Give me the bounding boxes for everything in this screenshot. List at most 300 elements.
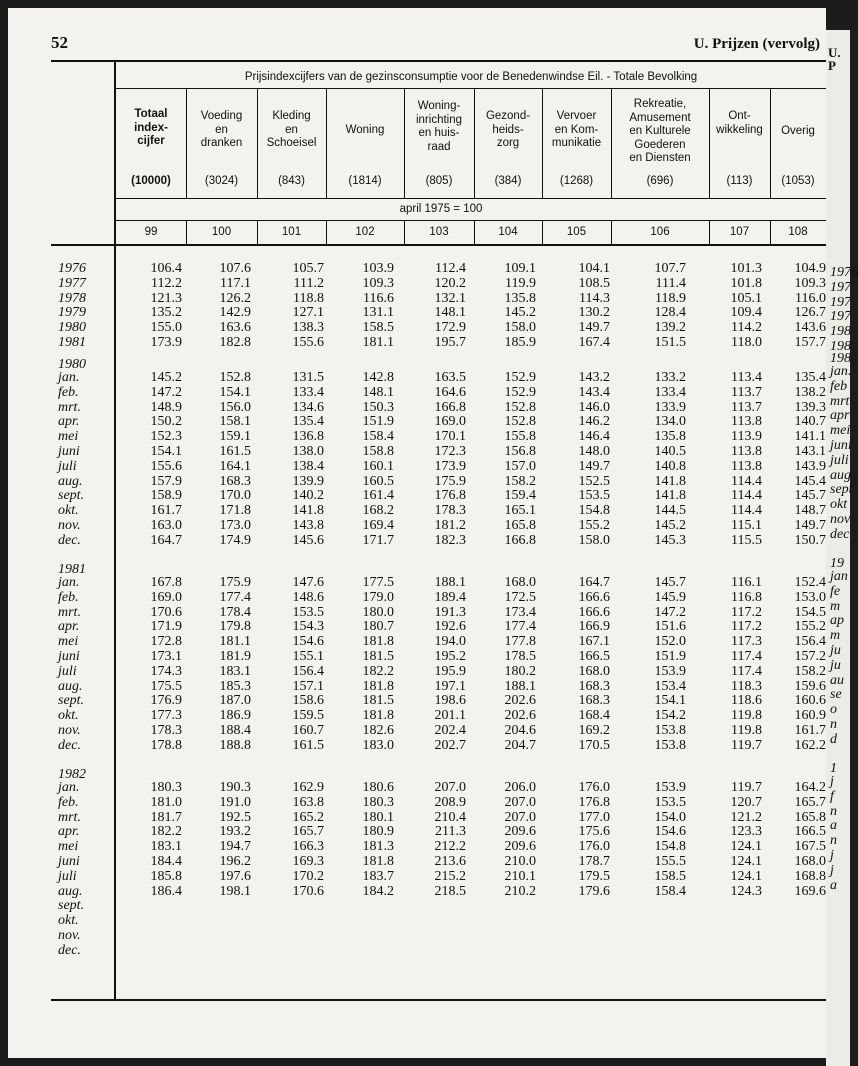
facing-page-row-label: juli: [830, 452, 849, 468]
data-cell: 180.1: [362, 809, 394, 825]
data-cell: 182.2: [362, 663, 394, 679]
data-cell: 152.0: [654, 634, 686, 650]
data-cell: 155.5: [654, 854, 686, 869]
facing-page-row-label: dec: [830, 526, 850, 542]
facing-page-row-label: j: [830, 862, 834, 878]
data-cell: 154.5: [794, 604, 826, 620]
column-header: [404, 100, 474, 154]
data-cell: 153.4: [654, 678, 686, 694]
data-cell: 185.8: [150, 868, 182, 884]
data-cell: 138.3: [292, 320, 324, 336]
column-header: [116, 108, 186, 149]
data-cell: 113.8: [731, 414, 762, 430]
data-cell: 149.7: [578, 320, 610, 336]
data-cell: 138.4: [292, 458, 324, 474]
data-cell: 145.7: [654, 575, 686, 590]
column-header-line: Woning-: [417, 100, 461, 112]
data-cell: 208.9: [434, 794, 466, 810]
data-cell: 116.0: [795, 290, 826, 306]
data-cell: 215.2: [434, 868, 466, 884]
data-cell: 113.9: [731, 429, 762, 445]
data-cell: 207.0: [504, 809, 536, 825]
data-cell: 130.2: [578, 305, 610, 321]
bottom-rule: [51, 999, 826, 1001]
table-title: Prijsindexcijfers van de gezinsconsumptie voor de Benedenwindse Eil. - Totale Bevolking: [244, 71, 698, 83]
data-cell: 191.3: [434, 604, 466, 620]
data-cell: 204.6: [504, 723, 536, 738]
data-cell: 114.3: [579, 290, 610, 306]
data-cell: 151.9: [654, 649, 686, 664]
data-cell: 196.2: [219, 854, 251, 869]
data-cell: 145.7: [794, 488, 826, 504]
data-cell: 117.4: [731, 663, 762, 679]
data-cell: 172.9: [434, 320, 466, 336]
data-cell: 131.5: [292, 370, 324, 385]
year-label: 1981: [58, 562, 86, 577]
data-cell: 175.9: [219, 575, 251, 590]
facing-page-year: 198: [830, 339, 851, 354]
data-cell: 118.8: [293, 290, 324, 306]
column-header-line: Voeding: [200, 110, 243, 122]
column-weight: (1814): [348, 175, 382, 187]
data-cell: 202.4: [434, 723, 466, 738]
data-cell: 176.8: [578, 794, 610, 810]
data-cell: 156.0: [219, 399, 251, 415]
data-cell: 207.0: [504, 794, 536, 810]
data-cell: 150.2: [150, 414, 182, 430]
data-cell: 139.9: [292, 473, 324, 489]
data-cell: 117.1: [220, 275, 251, 291]
data-cell: 118.6: [731, 693, 762, 709]
data-cell: 117.3: [731, 634, 762, 650]
data-cell: 163.0: [150, 518, 182, 533]
row-label: jan.: [58, 780, 80, 795]
data-cell: 211.3: [435, 824, 466, 840]
data-cell: 120.2: [434, 275, 466, 291]
year-label: 1977: [58, 275, 86, 291]
data-cell: 148.1: [434, 305, 466, 321]
data-cell: 172.3: [434, 444, 466, 459]
data-cell: 166.9: [578, 619, 610, 635]
data-cell: 164.7: [150, 532, 182, 548]
row-label: juli: [58, 663, 77, 679]
data-cell: 148.0: [578, 444, 610, 459]
data-cell: 108.5: [578, 275, 610, 291]
data-cell: 174.3: [150, 663, 182, 679]
data-cell: 181.7: [150, 809, 182, 825]
column-header-line: Rekreatie,: [633, 98, 687, 110]
column-weight: (384): [494, 175, 522, 187]
data-cell: 152.9: [504, 384, 536, 400]
data-cell: 114.4: [731, 488, 762, 504]
data-cell: 151.9: [362, 414, 394, 430]
row-label: feb.: [58, 589, 79, 605]
data-cell: 183.1: [219, 663, 251, 679]
year-label: 1980: [58, 357, 86, 372]
data-cell: 155.2: [794, 619, 826, 635]
data-cell: 127.1: [292, 305, 324, 321]
data-cell: 155.0: [150, 320, 182, 336]
data-cell: 140.5: [654, 444, 686, 459]
data-cell: 158.0: [504, 320, 536, 336]
year-label: 1978: [58, 290, 86, 306]
data-cell: 166.6: [578, 604, 610, 620]
data-cell: 133.2: [654, 370, 686, 385]
data-cell: 166.6: [578, 589, 610, 605]
data-cell: 182.3: [434, 532, 466, 548]
data-cell: 121.3: [150, 290, 182, 306]
facing-page-row-label: o: [830, 702, 837, 718]
data-cell: 152.3: [150, 429, 182, 445]
data-cell: 178.4: [219, 604, 251, 620]
data-cell: 177.4: [504, 619, 536, 635]
data-cell: 154.6: [292, 634, 324, 650]
data-cell: 141.1: [794, 429, 826, 445]
data-cell: 119.7: [731, 737, 762, 753]
data-cell: 159.1: [219, 429, 251, 445]
column-header-line: en huis-: [418, 127, 460, 139]
facing-page-row-label: ap: [830, 613, 844, 629]
column-header: [709, 110, 770, 137]
data-cell: 177.0: [578, 809, 610, 825]
data-cell: 158.5: [654, 868, 686, 884]
facing-page-row-label: nov: [830, 512, 851, 527]
data-cell: 155.1: [292, 649, 324, 664]
data-cell: 210.4: [434, 809, 466, 825]
data-cell: 140.7: [794, 414, 826, 430]
data-cell: 169.0: [150, 589, 182, 605]
data-cell: 168.3: [219, 473, 251, 489]
data-cell: 136.8: [292, 429, 324, 445]
row-label: aug.: [58, 473, 83, 489]
data-cell: 116.1: [731, 575, 762, 590]
column-weight: (843): [278, 175, 305, 187]
data-cell: 140.8: [654, 458, 686, 474]
data-cell: 157.7: [794, 335, 826, 350]
facing-page-year: 198: [830, 351, 851, 366]
data-cell: 114.4: [731, 473, 762, 489]
column-header-line: Overig: [781, 125, 815, 137]
data-cell: 170.6: [150, 604, 182, 620]
data-cell: 154.6: [654, 824, 686, 840]
data-cell: 160.6: [794, 693, 826, 709]
data-cell: 158.0: [578, 532, 610, 548]
data-cell: 195.2: [434, 649, 466, 664]
row-label: juni: [58, 649, 80, 664]
column-header: [474, 110, 542, 151]
data-cell: 141.8: [654, 488, 686, 504]
base-rule: [116, 220, 826, 221]
column-header: [542, 110, 611, 151]
data-cell: 148.9: [150, 399, 182, 415]
data-cell: 181.5: [362, 693, 394, 709]
row-label: mrt.: [58, 604, 81, 620]
row-label: sept.: [58, 898, 85, 914]
facing-page-row-label: j: [830, 848, 834, 863]
data-cell: 165.8: [794, 809, 826, 825]
data-cell: 179.0: [362, 589, 394, 605]
data-cell: 161.5: [292, 737, 324, 753]
row-label: sept.: [58, 693, 85, 709]
data-cell: 175.9: [434, 473, 466, 489]
facing-page-row-label: n: [830, 803, 837, 819]
data-cell: 135.4: [794, 370, 826, 385]
data-cell: 145.2: [654, 518, 686, 533]
data-cell: 167.1: [578, 634, 610, 650]
data-cell: 179.8: [219, 619, 251, 635]
data-cell: 134.0: [654, 414, 686, 430]
facing-page-year: 197: [830, 309, 851, 325]
data-cell: 109.4: [730, 305, 762, 321]
data-cell: 190.3: [219, 780, 251, 795]
row-label: dec.: [58, 942, 81, 958]
column-header-line: en Kulturele: [629, 125, 691, 137]
data-cell: 143.6: [794, 320, 826, 336]
row-label: mrt.: [58, 809, 81, 825]
column-header-line: en: [215, 123, 228, 136]
data-cell: 147.2: [150, 384, 182, 400]
data-cell: 153.5: [578, 488, 610, 504]
data-cell: 180.6: [362, 780, 394, 795]
row-label: juni: [58, 444, 80, 459]
data-cell: 194.0: [434, 634, 466, 650]
data-cell: 158.1: [219, 414, 251, 430]
data-cell: 135.4: [292, 414, 324, 430]
data-cell: 107.7: [654, 261, 686, 276]
data-cell: 111.4: [655, 275, 686, 291]
data-cell: 144.5: [654, 503, 686, 519]
data-cell: 178.8: [150, 737, 182, 753]
page-number: 52: [51, 33, 68, 52]
data-cell: 121.2: [730, 809, 762, 825]
column-code: 100: [211, 226, 232, 238]
data-cell: 139.3: [794, 399, 826, 415]
data-cell: 145.2: [504, 305, 536, 321]
column-weight: (696): [646, 175, 674, 187]
data-cell: 175.5: [150, 678, 182, 694]
data-cell: 143.4: [578, 384, 610, 400]
data-cell: 167.4: [578, 335, 610, 350]
data-cell: 161.5: [219, 444, 251, 459]
data-cell: 113.4: [731, 370, 762, 385]
data-cell: 209.6: [504, 824, 536, 840]
data-cell: 181.1: [362, 335, 394, 350]
facing-page-row-label: au: [830, 672, 844, 688]
data-cell: 119.8: [731, 708, 762, 724]
data-cell: 168.4: [578, 708, 610, 724]
data-cell: 173.0: [219, 518, 251, 533]
year-label: 1980: [58, 320, 86, 336]
data-cell: 177.4: [219, 589, 251, 605]
data-cell: 171.9: [150, 619, 182, 635]
data-cell: 183.1: [150, 839, 182, 855]
data-cell: 148.7: [794, 503, 826, 519]
data-cell: 165.8: [504, 518, 536, 533]
data-cell: 111.2: [293, 275, 324, 291]
data-cell: 188.1: [434, 575, 466, 590]
data-cell: 201.1: [434, 708, 466, 724]
data-cell: 124.1: [730, 868, 762, 884]
data-cell: 116.8: [731, 589, 762, 605]
data-cell: 147.6: [292, 575, 324, 590]
data-cell: 164.6: [434, 384, 466, 400]
data-cell: 176.9: [150, 693, 182, 709]
facing-page-row-label: aug: [830, 467, 851, 483]
column-header: [770, 125, 826, 139]
data-cell: 213.6: [434, 854, 466, 869]
data-cell: 170.1: [434, 429, 466, 445]
column-header: [186, 110, 257, 151]
data-cell: 182.2: [150, 824, 182, 840]
column-code: 107: [729, 226, 750, 238]
data-cell: 133.4: [654, 384, 686, 400]
data-cell: 133.4: [292, 384, 324, 400]
data-cell: 150.3: [362, 399, 394, 415]
facing-page-row-label: d: [830, 731, 837, 747]
data-cell: 147.2: [654, 604, 686, 620]
data-cell: 120.7: [730, 794, 762, 810]
data-cell: 156.4: [794, 634, 826, 650]
base-period: april 1975 = 100: [399, 203, 483, 215]
data-cell: 154.0: [654, 809, 686, 825]
data-cell: 153.9: [654, 780, 686, 795]
data-cell: 181.8: [362, 708, 394, 724]
data-cell: 172.5: [504, 589, 536, 605]
row-label: aug.: [58, 678, 83, 694]
data-cell: 115.5: [731, 532, 762, 548]
column-weight: (805): [425, 175, 453, 187]
table-page: [8, 8, 826, 1058]
data-cell: 104.1: [578, 261, 610, 276]
year-label: 1976: [58, 261, 86, 276]
data-cell: 153.5: [292, 604, 324, 620]
data-cell: 170.2: [292, 868, 324, 884]
data-cell: 149.7: [578, 458, 610, 474]
data-cell: 178.3: [434, 503, 466, 519]
data-cell: 197.6: [219, 868, 251, 884]
data-cell: 158.4: [654, 883, 686, 899]
data-cell: 155.8: [504, 429, 536, 445]
column-header-line: Totaal: [134, 108, 168, 120]
data-cell: 146.2: [578, 414, 610, 430]
facing-page-row-label: a: [830, 818, 837, 834]
data-cell: 162.9: [292, 780, 324, 795]
data-cell: 140.2: [292, 488, 324, 504]
data-cell: 181.8: [362, 634, 394, 650]
data-cell: 188.1: [504, 678, 536, 694]
data-cell: 117.2: [731, 619, 762, 635]
data-cell: 148.1: [362, 384, 394, 400]
column-code: 105: [566, 226, 587, 238]
data-cell: 101.3: [730, 261, 762, 276]
data-cell: 106.4: [150, 261, 182, 276]
column-weight: (3024): [204, 175, 239, 187]
data-cell: 151.6: [654, 619, 686, 635]
data-cell: 161.7: [794, 723, 826, 738]
data-cell: 198.1: [219, 883, 251, 899]
column-code: 103: [429, 226, 449, 238]
data-cell: 177.3: [150, 708, 182, 724]
data-cell: 171.8: [219, 503, 251, 519]
data-cell: 168.3: [578, 678, 610, 694]
facing-page-row-label: n: [830, 833, 837, 849]
data-cell: 160.7: [292, 723, 324, 738]
data-cell: 168.8: [794, 868, 826, 884]
data-cell: 204.7: [504, 737, 536, 753]
data-cell: 170.0: [219, 488, 251, 504]
data-cell: 163.5: [434, 370, 466, 385]
data-cell: 107.6: [219, 261, 251, 276]
data-cell: 152.9: [504, 370, 536, 385]
row-label: feb.: [58, 794, 79, 810]
row-label: okt.: [58, 708, 79, 724]
data-cell: 105.7: [292, 261, 324, 276]
data-cell: 202.7: [434, 737, 466, 753]
data-cell: 135.8: [654, 429, 686, 445]
column-code: 99: [144, 226, 158, 238]
data-cell: 124.3: [730, 883, 762, 899]
data-cell: 115.1: [731, 518, 762, 533]
data-cell: 155.2: [578, 518, 610, 533]
data-cell: 183.7: [362, 868, 394, 884]
data-cell: 112.4: [435, 261, 466, 276]
data-cell: 154.2: [654, 708, 686, 724]
facing-page-row-label: jan: [830, 569, 848, 584]
data-cell: 186.4: [150, 883, 182, 899]
header-bottom-rule: [116, 198, 826, 199]
facing-page-row-label: ju: [830, 643, 841, 658]
facing-page-row-label: juni: [830, 438, 852, 453]
data-cell: 112.2: [151, 275, 182, 291]
row-label: dec.: [58, 737, 81, 753]
facing-page-row-label: m: [830, 628, 841, 644]
data-cell: 168.3: [578, 693, 610, 709]
data-cell: 183.0: [362, 737, 394, 753]
data-cell: 181.0: [150, 794, 182, 810]
column-header-line: Woning: [345, 124, 385, 136]
data-cell: 182.8: [219, 335, 251, 350]
data-cell: 168.0: [504, 575, 536, 590]
data-cell: 158.5: [362, 320, 394, 336]
data-cell: 114.2: [731, 320, 762, 336]
data-cell: 181.5: [362, 649, 394, 664]
column-header-line: en Diensten: [629, 152, 691, 164]
row-label: juli: [58, 458, 77, 474]
data-cell: 176.0: [578, 780, 610, 795]
data-cell: 158.9: [150, 488, 182, 504]
data-cell: 168.0: [578, 663, 610, 679]
data-cell: 159.4: [504, 488, 536, 504]
data-cell: 192.5: [219, 809, 251, 825]
data-cell: 113.8: [731, 458, 762, 474]
row-label: feb.: [58, 384, 79, 400]
data-cell: 167.5: [794, 839, 826, 855]
row-label: okt.: [58, 503, 79, 519]
data-cell: 163.8: [292, 794, 324, 810]
column-weight: (113): [726, 175, 753, 187]
data-cell: 178.5: [504, 649, 536, 664]
data-cell: 174.9: [219, 532, 251, 548]
facing-page-row-label: se: [830, 687, 842, 703]
data-cell: 133.9: [654, 399, 686, 415]
data-cell: 165.2: [292, 809, 324, 825]
data-cell: 109.1: [504, 261, 536, 276]
data-cell: 146.0: [578, 399, 610, 415]
data-cell: 134.6: [292, 399, 324, 415]
data-cell: 210.0: [504, 854, 536, 869]
facing-page-row-label: feb: [830, 378, 848, 394]
data-cell: 154.1: [219, 384, 251, 400]
